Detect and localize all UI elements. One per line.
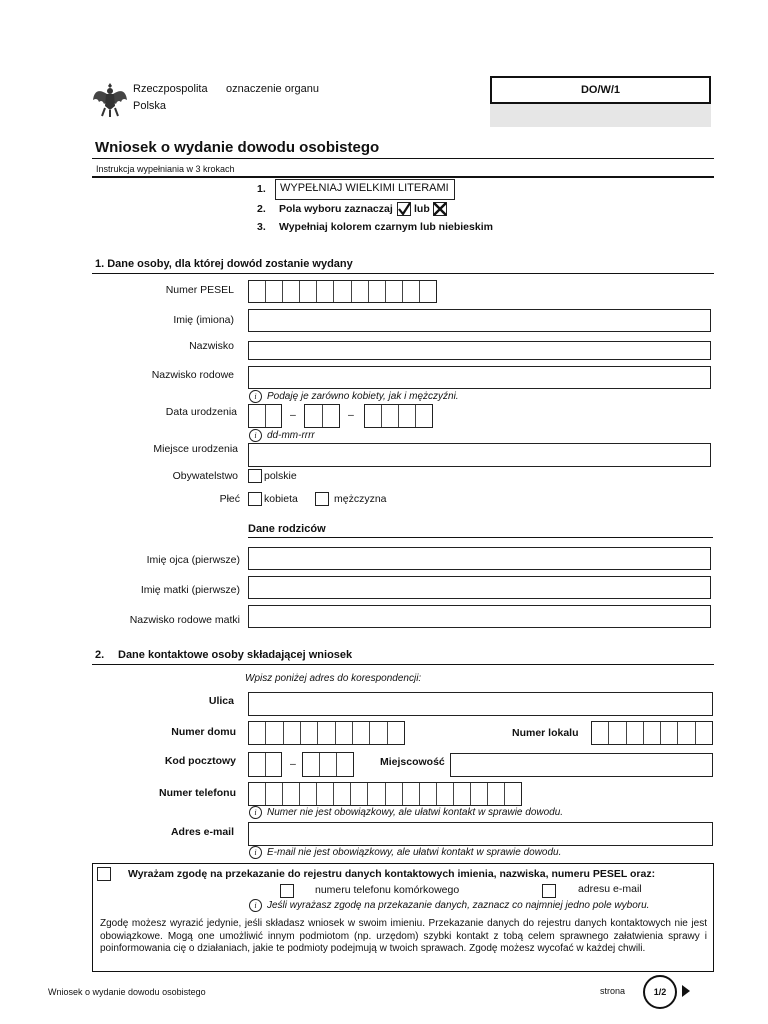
mother-name-input[interactable]	[248, 576, 711, 599]
flat-number-input[interactable]	[591, 721, 713, 745]
address-note: Wpisz poniżej adres do korespondencji:	[245, 673, 422, 684]
birth-date-hint	[249, 429, 315, 442]
city-input[interactable]	[450, 753, 713, 777]
birth-month-input[interactable]	[304, 404, 340, 428]
step2-text: Pola wyboru zaznaczaj	[279, 203, 393, 215]
postcode-label: Kod pocztowy	[164, 755, 236, 767]
info-icon: i	[249, 846, 262, 859]
page-number-badge	[643, 975, 677, 1009]
section1-heading: 1. Dane osoby, dla której dowód zostanie wydany	[95, 258, 353, 270]
info-icon: i	[249, 390, 262, 403]
consent-heading: Wyrażam zgodę na przekazanie do rejestru danych kontaktowych imienia, nazwiska, numeru PESEL oraz:	[128, 868, 656, 880]
step1-text: WYPEŁNIAJ WIELKIMI LITERAMI	[280, 182, 449, 194]
section2-rule	[92, 664, 714, 665]
email-hint	[249, 846, 561, 859]
info-icon: i	[249, 899, 262, 912]
parents-heading: Dane rodziców	[248, 523, 326, 535]
email-label: Adres e-mail	[170, 826, 234, 838]
phone-label: Numer telefonu	[158, 787, 236, 799]
flat-number-label: Numer lokalu	[512, 727, 579, 739]
info-icon: i	[249, 429, 262, 442]
sex-male-label: mężczyzna	[334, 493, 387, 505]
consent-email-label: adresu e-mail	[578, 883, 642, 895]
family-name-label: Nazwisko rodowe	[151, 369, 234, 381]
checkmark-example-icon	[397, 202, 411, 216]
citizenship-polish-checkbox[interactable]	[248, 469, 262, 483]
next-page-arrow-icon[interactable]	[681, 984, 691, 998]
page-number: 1/2	[653, 987, 667, 997]
phone-hint	[249, 806, 563, 819]
city-label: Miejscowość	[380, 756, 445, 768]
birth-day-input[interactable]	[248, 404, 282, 428]
email-hint-text: E-mail nie jest obowiązkowy, ale ułatwi kontakt w sprawie dowodu.	[267, 847, 562, 858]
step2-number: 2.	[257, 203, 266, 215]
surname-label: Nazwisko	[189, 340, 234, 352]
consent-email-checkbox[interactable]	[542, 884, 556, 898]
first-names-input[interactable]	[248, 309, 711, 332]
step1-box	[275, 179, 455, 200]
phone-hint-text: Numer nie jest obowiązkowy, ale ułatwi kontakt w sprawie dowodu.	[267, 807, 564, 818]
house-number-input[interactable]	[248, 721, 405, 745]
father-name-input[interactable]	[248, 547, 711, 570]
step2-or: lub	[414, 203, 430, 215]
country-name-line1: Rzeczpospolita	[133, 83, 208, 95]
birth-place-input[interactable]	[248, 443, 711, 467]
street-label: Ulica	[208, 695, 234, 707]
cross-example-icon	[433, 202, 447, 216]
sex-female-checkbox[interactable]	[248, 492, 262, 506]
family-name-input[interactable]	[248, 366, 711, 389]
consent-phone-checkbox[interactable]	[280, 884, 294, 898]
instructions-rule	[92, 176, 714, 178]
mother-family-name-label: Nazwisko rodowe matki	[129, 614, 240, 626]
family-name-hint	[249, 390, 459, 403]
birth-date-dash-2: –	[348, 409, 354, 421]
sex-female-label: kobieta	[264, 493, 298, 505]
surname-input[interactable]	[248, 341, 711, 360]
phone-input[interactable]	[248, 782, 522, 806]
sex-label: Płeć	[219, 493, 240, 505]
citizenship-label: Obywatelstwo	[172, 470, 238, 482]
step1-number: 1.	[257, 183, 266, 195]
pesel-label: Numer PESEL	[165, 284, 234, 296]
family-name-hint-text: Podaję je zarówno kobiety, jak i mężczyźni.	[267, 391, 459, 402]
consent-body: Zgodę możesz wyrazić jedynie, jeśli składasz wniosek w swoim imieniu. Przekazanie danych do rejestru danych kontaktowych nie jest obowiązkowe. Mogą one umożliwić innym podmiotom (np. urzędom) szybki kontakt z tobą celem sprawnego załatwienia sprawy i poinformowania cię o działaniach, jakie te podmioty podejmują w twoich sprawach. Zgodę możesz wycofać w każdej chwili.	[100, 918, 707, 954]
page-title: Wniosek o wydanie dowodu osobistego	[95, 139, 380, 156]
page-label: strona	[600, 986, 626, 996]
birth-date-dash-1: –	[290, 409, 296, 421]
mother-family-name-input[interactable]	[248, 605, 711, 628]
parents-rule	[248, 537, 713, 538]
step3-number: 3.	[257, 221, 266, 233]
house-number-label: Numer domu	[171, 726, 236, 738]
step3-text: Wypełniaj kolorem czarnym lub niebieskim	[279, 221, 493, 233]
postcode-first-input[interactable]	[248, 752, 282, 777]
footer-title: Wniosek o wydanie dowodu osobistego	[48, 987, 206, 997]
email-input[interactable]	[248, 822, 713, 846]
postcode-second-input[interactable]	[302, 752, 354, 777]
pesel-input[interactable]	[248, 280, 437, 303]
form-code: DO/W/1	[580, 84, 621, 96]
country-name-line2: Polska	[133, 100, 167, 112]
eagle-emblem-icon	[92, 80, 128, 118]
section2-heading: Dane kontaktowe osoby składającej wniosek	[118, 649, 353, 661]
birth-year-input[interactable]	[364, 404, 433, 428]
section2-number: 2.	[95, 649, 105, 661]
postcode-dash: –	[290, 758, 296, 770]
consent-main-checkbox[interactable]	[97, 867, 111, 881]
info-icon: i	[249, 806, 262, 819]
birth-date-label: Data urodzenia	[165, 406, 237, 418]
birth-place-label: Miejsce urodzenia	[153, 443, 238, 455]
instructions-heading: Instrukcja wypełniania w 3 krokach	[96, 164, 235, 174]
consent-hint-text: Jeśli wyrażasz zgodę na przekazanie danych, zaznacz co najmniej jedno pole wyboru.	[267, 900, 650, 911]
consent-phone-label: numeru telefonu komórkowego	[315, 884, 460, 896]
sex-male-checkbox[interactable]	[315, 492, 329, 506]
title-rule	[92, 158, 714, 159]
birth-date-hint-text: dd-mm-rrrr	[267, 430, 315, 441]
father-name-label: Imię ojca (pierwsze)	[146, 554, 240, 566]
form-code-box	[490, 76, 711, 104]
street-input[interactable]	[248, 692, 713, 716]
consent-hint	[249, 899, 649, 912]
authority-label: oznaczenie organu	[226, 83, 319, 95]
citizenship-option-label: polskie	[264, 470, 297, 482]
first-names-label: Imię (imiona)	[173, 314, 234, 326]
section1-rule	[92, 273, 714, 274]
mother-name-label: Imię matki (pierwsze)	[140, 584, 240, 596]
